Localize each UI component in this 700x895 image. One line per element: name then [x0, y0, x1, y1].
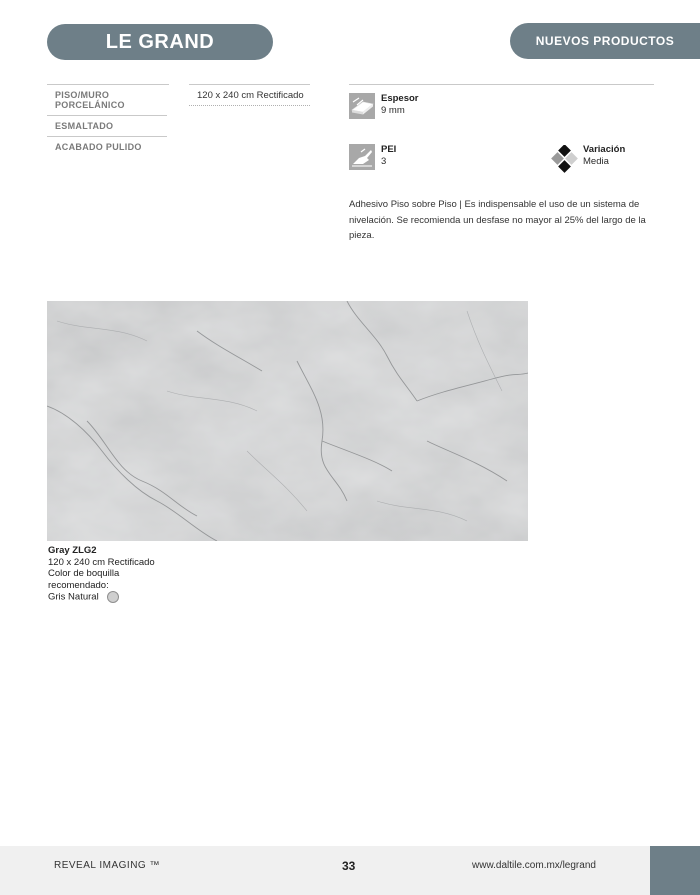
- prop-value: 9 mm: [381, 105, 405, 116]
- prop-label: Espesor: [381, 93, 419, 104]
- prop-espesor: [381, 93, 419, 117]
- grout-color-swatch: [107, 591, 119, 603]
- footer-brand: REVEAL IMAGING ™: [54, 860, 160, 871]
- grout-color-name: Gris Natural: [48, 591, 99, 603]
- spec-list: [47, 84, 169, 157]
- prop-pei: [381, 144, 396, 168]
- installation-note: Adhesivo Piso sobre Piso | Es indispensable el uso de un sistema de nivelación. Se recomienda un desfase no mayor al 25% del largo de la pieza.: [349, 199, 646, 241]
- footer-accent: [650, 846, 700, 895]
- footer-url: www.daltile.com.mx/legrand: [472, 860, 596, 871]
- prop-variacion: [583, 144, 625, 168]
- format-size: 120 x 240 cm Rectificado: [189, 84, 310, 106]
- prop-value: 3: [381, 156, 387, 167]
- thickness-icon: [349, 93, 375, 119]
- pei-hand-icon: [349, 144, 375, 170]
- product-caption: [48, 545, 155, 603]
- variation-diamonds-icon: [551, 145, 579, 173]
- product-tile-image: [47, 301, 528, 541]
- grout-label: Color de boquilla: [48, 568, 120, 579]
- prop-value: Media: [583, 156, 609, 167]
- product-code: Gray ZLG2: [48, 545, 97, 556]
- prop-label: Variación: [583, 144, 626, 155]
- page-title: LE GRAND: [47, 24, 273, 60]
- divider: [349, 84, 654, 85]
- spec-row: ESMALTADO: [47, 115, 167, 136]
- product-size: 120 x 240 cm Rectificado: [48, 556, 155, 568]
- page-number: 33: [342, 859, 356, 873]
- spec-row: PISO/MURO PORCELÁNICO: [47, 84, 169, 115]
- grout-color-row: [48, 591, 155, 603]
- grout-label: recomendado:: [48, 579, 109, 591]
- prop-label: PEI: [381, 144, 397, 155]
- spec-row: ACABADO PULIDO: [47, 136, 167, 157]
- section-tag: NUEVOS PRODUCTOS: [510, 23, 700, 59]
